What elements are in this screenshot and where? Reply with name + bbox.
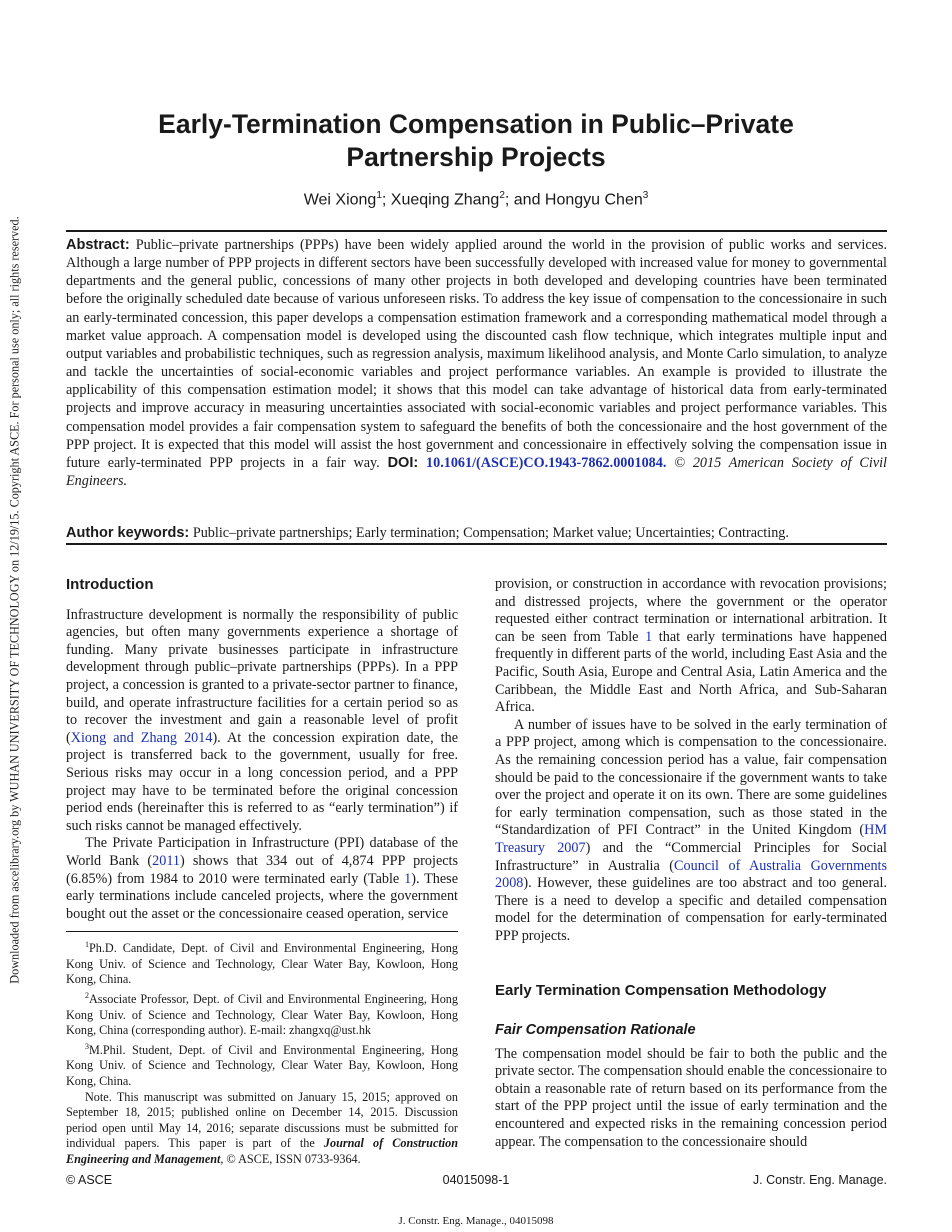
download-watermark-text: Downloaded from ascelibrary.org by WUHAN UNIVERSITY OF TECHNOLOGY on 12/19/15. Copyright ASCE. For personal use only; all rights reserved. [7,216,22,984]
section-heading-methodology: Early Termination Compensation Methodology [495,982,827,1000]
table-link[interactable]: 1 [645,628,653,645]
doi-label: DOI: [387,454,419,471]
footer-journal: J. Constr. Eng. Manage. [752,1173,887,1187]
right-p2-text-a: A number of issues have to be solved in the early termination of a PPP project, among which is compensation to the concessionaire. As the remaining concession period has a value, fair compensation should be paid to the concessionaire if the government wants to take over the project and operate it on its own. There are some guidelines for early termination compensation, such as those stated in the “Standardization of PFI Contract” in the United Kingdom ( [495,716,887,839]
author-affiliation-mark: 3 [642,190,649,201]
abstract [66,236,887,490]
doi-link[interactable]: 10.1061/(ASCE)CO.1943-7862.0001084. [426,454,667,471]
intro-p2-text-c: ). These early terminations include canceled projects, where the government bought out the asset or the concessionaire ceased operation, service [66,870,459,922]
citation-link[interactable]: Xiong and Zhang 2014 [70,729,213,746]
manuscript-note-text-b: , © ASCE, ISSN 0733-9364. [220,1151,361,1166]
author-list [66,190,886,209]
right-p2-text-c: ). However, these guidelines are too abstract and too general. There is a need to develop a specific and detailed compensation model for the determination of compensation for early-terminated PPP projects. [495,875,887,944]
author-name: Wei Xiong [303,191,377,209]
manuscript-note-text-a: Note. This manuscript was submitted on January 15, 2015; approved on September 18, 2015; published online on December 14, 2015. Discussion period open until May 14, 2016; separate discussions must be submitted for individual papers. This paper is part of the [66,1089,458,1151]
footnote-1-text: Ph.D. Candidate, Dept. of Civil and Environmental Engineering, Hong Kong Univ. of Science and Technology, Clear Water Bay, Kowloon, Hong Kong, China. [66,941,458,987]
intro-paragraph-1 [66,607,458,836]
footer-publisher: © ASCE [66,1173,113,1187]
bottom-citation: J. Constr. Eng. Manage., 04015098 [398,1215,554,1227]
right-paragraph-1 [495,576,887,717]
paper-title-line-1: Early-Termination Compensation in Public–Private [158,109,794,139]
subsection-heading-fair-compensation: Fair Compensation Rationale [495,1022,696,1039]
abstract-body: Public–private partnerships (PPPs) have been widely applied around the world in the provision of public works and services. Although a large number of PPP projects in different sectors have been successfully developed with increased value for money to governmental departments and the general public, concessions of many other projects in both developed and developing countries have been terminated before the originally scheduled date because of various unforeseen risks. To address the key issue of compensation to the concessionaire in such an early-terminated concession, this paper develops a compensation estimation framework and a corresponding mathematical model through a market value approach. A compensation model is developed using the discounted cash flow technique, which integrates multiple input and output variables and probabilistic techniques, such as regression analysis, maximum likelihood analysis, and Monte Carlo simulation, to analyze and tackle the uncertainties of social-economic variables and project performance variables. An example is provided to illustrate the applicability of this compensation estimation model; it shows that this model can take advantage of historical data from early-terminated projects and improve accuracy in measuring uncertainties associated with social-economic variables and project performance variables. This compensation model provides a fair compensation system to safeguard the benefits of both the concessionaire and the host government of the PPP project. It is expected that this model will assist the host government and concessionaire in effectively solving the compensation issue in future early-terminated PPP projects in a fair way. [66,237,887,471]
citation-link[interactable]: 2011 [152,852,180,869]
keywords-body: Public–private partnerships; Early termination; Compensation; Market value; Uncertainties; Contracting. [192,525,789,541]
manuscript-note [66,1090,458,1168]
footnote-mark: 1 [85,940,89,949]
footer-page-id: 04015098-1 [442,1173,510,1187]
author-name: Hongyu Chen [544,191,643,209]
abstract-top-rule [66,230,887,232]
intro-p2-text-a: The Private Participation in Infrastructure (PPI) database of the World Bank ( [66,835,458,869]
left-column [66,576,458,923]
intro-p1-text-a: Infrastructure development is normally the responsibility of public agencies, but often many governments experience a shortage of funding. Many private businesses participate in infrastructure development through public–private partnerships (PPPs). In a PPP project, a concession is granted to a private-sector partner to finance, build, and operate infrastructure facilities for a certain period so as to recover the investment and gain a reasonable level of profit ( [66,606,458,746]
footnotes [66,937,458,1168]
author-separator: ; and [504,191,545,209]
journal-name: Journal of Construction Engineering and Management [66,1136,458,1166]
author-affiliation-mark: 2 [499,190,505,201]
footnote-1 [66,937,458,988]
intro-p2-text-b: ) shows that 334 out of 4,874 PPP projects (6.85%) from 1984 to 2010 were terminated early (Table [66,852,459,887]
footnote-2-text: Associate Professor, Dept. of Civil and Environmental Engineering, Hong Kong Univ. of Science and Technology, Clear Water Bay, Kowloon, Hong Kong, China (corresponding author). E-mail: zhangxq@ust.hk [66,991,458,1038]
footnote-3-text: M.Phil. Student, Dept. of Civil and Environmental Engineering, Hong Kong Univ. of Science and Technology, Clear Water Bay, Kowloon, Hong Kong, China. [66,1042,458,1088]
right-paragraph-2 [495,717,887,946]
author-name: Xueqing Zhang [390,191,500,209]
footnote-rule [66,931,458,932]
right-column [495,576,887,1151]
abstract-label: Abstract: [66,237,130,253]
footnote-mark: 3 [85,1041,89,1051]
author-keywords [66,524,887,542]
right-p1-text-a: provision, or construction in accordance with revocation provisions; and distressed projects, where the government or the operator requested either contract termination or international arbitration. It can be seen from Table [495,576,887,645]
table-link[interactable]: 1 [404,870,412,887]
footnote-mark: 2 [85,990,89,1000]
right-p1-text-b: that early terminations have happened frequently in different parts of the world, including East Asia and the Pacific, South Asia, Europe and Central Asia, Latin America and the Caribbean, the Middle East and North Africa, and Sub-Saharan Africa. [495,628,887,716]
right-p2-text-b: ) and the “Commercial Principles for Social Infrastructure” in Australia ( [495,839,887,874]
keywords-label: Author keywords: [66,525,190,541]
paper-title [66,108,886,174]
footnote-2 [66,988,458,1039]
right-paragraph-3: The compensation model should be fair to both the public and the private sector. The compensation should enable the concessionaire to obtain a reasonable rate of return based on its performance from the start of the PPP project until the issue of early termination and the encountered and expected risks in the remaining concession period appear. The compensation to the concessionaire should [495,1045,887,1150]
download-watermark [2,216,28,984]
intro-p1-text-b: ). At the concession expiration date, the project is transferred back to the government, usually for free. Serious risks may occur in a long concession period, and a PPP project may have to be terminated before the original concession period ends (hereinafter this is referred to as “early termination”) if such risks cannot be managed effectively. [66,729,459,834]
citation-link[interactable]: HM Treasury 2007 [495,822,887,856]
paper-title-line-2: Partnership Projects [346,142,606,172]
abstract-copyright: © 2015 American Society of Civil Engineers. [66,454,887,490]
intro-paragraph-2 [66,835,458,923]
footnote-3 [66,1039,458,1090]
keywords-bottom-rule [66,543,887,545]
citation-link[interactable]: Council of Australia Governments 2008 [495,857,888,892]
author-affiliation-mark: 1 [376,190,382,201]
author-separator: ; [381,191,391,209]
section-heading-introduction: Introduction [66,576,154,593]
